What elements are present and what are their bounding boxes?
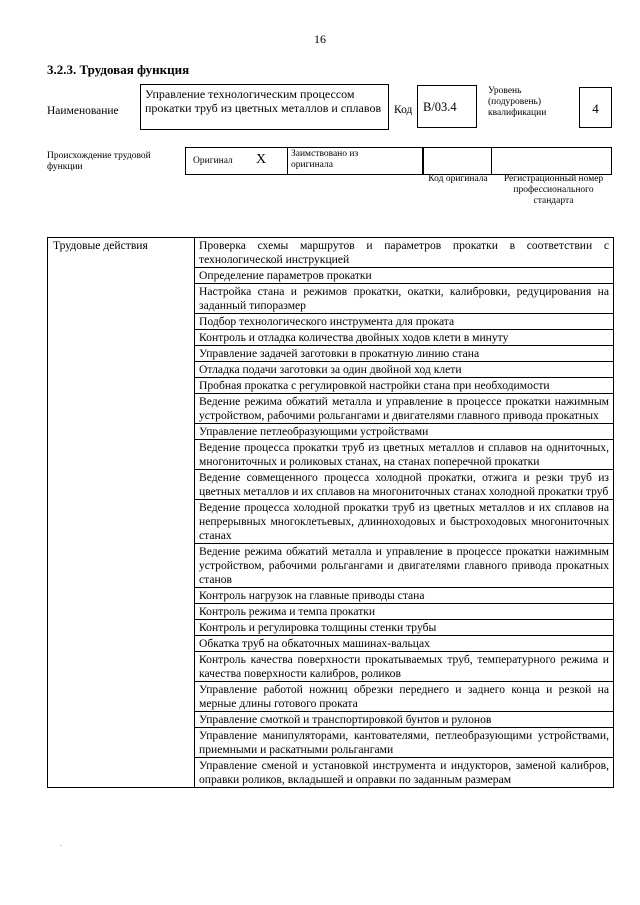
registration-number-caption: Регистрационный номер профессионального стандарта (503, 174, 604, 206)
labor-action-item: Подбор технологического инструмента для проката (195, 314, 614, 330)
labor-action-item: Управление манипуляторами, кантователями, петлеобразующими устройствами, приемными и раскатными рольгангами (195, 728, 614, 758)
code-label: Код (394, 104, 413, 116)
labor-actions-table (47, 237, 614, 788)
labor-action-item: Ведение совмещенного процесса холодной прокатки, отжига и резки труб из цветных металлов и их сплавов на многониточных станах холодной прокатки труб (195, 470, 614, 500)
page-number: 16 (314, 32, 326, 46)
labor-action-item: Пробная прокатка с регулировкой настройки стана при необходимости (195, 378, 614, 394)
labor-action-item: Управление смоткой и транспортировкой бунтов и рулонов (195, 712, 614, 728)
table-row (48, 238, 614, 268)
labor-actions-label: Трудовые действия (48, 238, 195, 788)
labor-action-item: Контроль и отладка количества двойных ходов клети в минуту (195, 330, 614, 346)
labor-action-item: Отладка подачи заготовки за один двойной ход клети (195, 362, 614, 378)
qualification-level-label: Уровень (подуровень) квалификации (488, 86, 547, 118)
original-mark: X (256, 152, 267, 167)
labor-action-item: Управление петлеобразующими устройствами (195, 424, 614, 440)
name-label: Наименование (47, 105, 119, 117)
labor-action-item: Контроль нагрузок на главные приводы стана (195, 588, 614, 604)
original-code-box (423, 147, 492, 175)
labor-action-item: Ведение режима обжатий металла и управление в процессе прокатки нажимным устройством, рабочими рольгангами и двигателями главного привода прокатных (195, 394, 614, 424)
labor-action-item: Управление задачей заготовки в прокатную линию стана (195, 346, 614, 362)
registration-number-box (491, 147, 612, 175)
labor-action-item: Проверка схемы маршрутов и параметров прокатки в соответствии с технологической инструкцией (195, 238, 614, 268)
labor-action-item: Ведение процесса холодной прокатки труб из цветных металлов и их сплавов на непрерывных многоклетьевых, длинноходовых и быстроходовых многониточных станах (195, 500, 614, 544)
qualification-level-box: 4 (579, 87, 612, 128)
labor-action-item: Определение параметров прокатки (195, 268, 614, 284)
original-code-caption: Код оригинала (428, 174, 488, 184)
origin-divider (287, 147, 288, 175)
labor-action-item: Ведение режима обжатий металла и управление в процессе прокатки нажимным устройством, рабочими рольгангами и двигателями главного привода прокатных станов (195, 544, 614, 588)
section-title: 3.2.3. Трудовая функция (47, 62, 190, 77)
function-name-box: Управление технологическим процессом прокатки труб из цветных металлов и сплавов (140, 84, 389, 130)
labor-action-item: Настройка стана и режимов прокатки, окатки, калибровки, редуцирования на заданный типоразмер (195, 284, 614, 314)
original-label: Оригинал (193, 156, 233, 166)
origin-label: Происхождение трудовой функции (47, 151, 151, 172)
labor-action-item: Контроль режима и темпа прокатки (195, 604, 614, 620)
labor-action-item: Управление сменой и установкой инструмента и индукторов, заменой калибров, оправки роликов, вкладышей и оправки по заданным размерам (195, 758, 614, 788)
labor-action-item: Контроль и регулировка толщины стенки трубы (195, 620, 614, 636)
labor-action-item: Контроль качества поверхности прокатываемых труб, температурного режима и качества поверхности калибров, роликов (195, 652, 614, 682)
labor-action-item: Обкатка труб на обкаточных машинах-вальцах (195, 636, 614, 652)
labor-action-item: Управление работой ножниц обрезки переднего и заднего конца и резкой на мерные длины готового проката (195, 682, 614, 712)
labor-action-item: Ведение процесса прокатки труб из цветных металлов и сплавов на одниточных, многониточных и роликовых станах, на станах поперечной прокатки (195, 440, 614, 470)
borrowed-label: Заимствовано из оригинала (291, 149, 359, 170)
code-value-box: B/03.4 (417, 85, 477, 128)
scan-mark: · (59, 840, 63, 852)
